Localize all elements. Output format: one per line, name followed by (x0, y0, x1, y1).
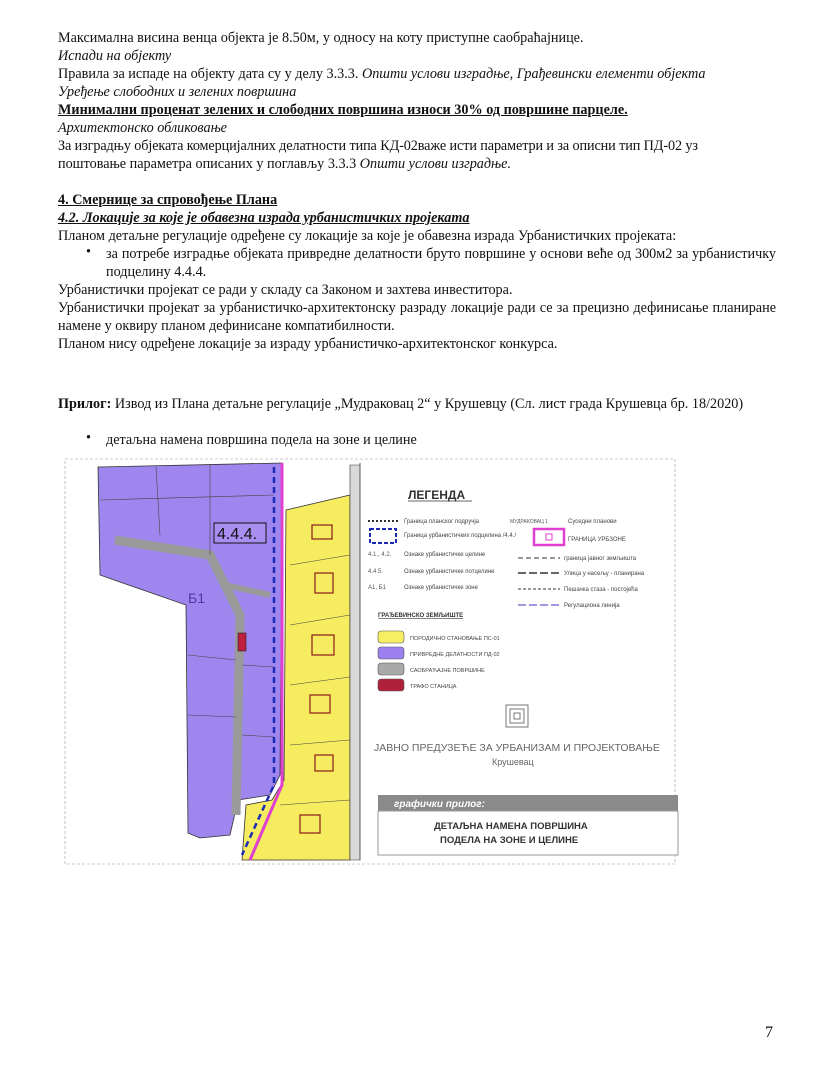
legend-landuse-item: ПОРОДИЧНО СТАНОВАЊЕ ПС-01 (410, 636, 500, 642)
legend-landuse-item: САОБРАЋАЈНЕ ПОВРШИНЕ (410, 668, 485, 674)
graphic-title-line-2: ПОДЕЛА НА ЗОНЕ И ЦЕЛИНЕ (440, 835, 579, 846)
swatch-ps01 (378, 631, 404, 643)
legend-item: граница јавног земљишта (564, 556, 637, 562)
paragraph-no-competition: Планом нису одређене локације за израду урбанистичко-архитектонског конкурса. (58, 336, 558, 352)
subzone-label: 4.4.4. (217, 526, 258, 543)
legend-item: Улица у насељу - планирана (564, 571, 645, 577)
text-line-commercial: За изградњу објеката комерцијалних делатности типа КД-02важе исти параметри и за описни тип ПД-02 уз (58, 138, 698, 154)
legend-item: Ознаке урбанистичке целине (404, 552, 486, 558)
swatch-traffic (378, 663, 404, 675)
subheading-architecture: Архитектонско обликовање (58, 120, 227, 136)
section-heading-4-2: 4.2. Локације за које је обавезна израда урбанистичких пројеката (58, 210, 470, 226)
trafo-station-mark (238, 633, 246, 651)
legend-code: 4.4.5. (368, 569, 384, 575)
swatch-trafo (378, 679, 404, 691)
legend-item: Граница урбанистичких подцелина /4.4./ (404, 533, 517, 539)
bullet-icon: • (86, 244, 91, 260)
legend-code: МУДРАКОВАЦ 1 (510, 519, 548, 525)
subheading-projections: Испади на објекту (58, 48, 172, 64)
legend-landuse-item: ТРАФО СТАНИЦА (410, 684, 457, 690)
bullet-icon: • (86, 430, 91, 446)
section-heading-4: 4. Смернице за спровођење Плана (58, 192, 278, 208)
legend-item: ГРАНИЦА УРБЗОНЕ (568, 537, 626, 543)
legend-title: ЛЕГЕНДА (408, 488, 466, 502)
legend-item: Граница планског подручја (404, 519, 479, 525)
plan-map-excerpt (60, 455, 690, 870)
company-name: ЈАВНО ПРЕДУЗЕЋЕ ЗА УРБАНИЗАМ И ПРОЈЕКТОВАЊЕ (374, 742, 660, 754)
legend-item: Пешачка стаза - постојећа (564, 587, 638, 593)
text-line-parameters: поштовање параметра описаних у поглављу 3.3.3 Општи услови изградње. (58, 156, 512, 172)
paragraph-urban-architectural: Урбанистички пројекат за урбанистичко-архитектонску разраду локације ради се за прецизно дефинисање планиране намене у оквиру планом дефинисане компатибилности. (58, 300, 776, 334)
paragraph-urban-project-law: Урбанистички пројекат се ради у складу са Законом и захтева инвеститора. (58, 282, 513, 298)
legend-item: Суседни планови (568, 519, 617, 525)
graphic-title-box (378, 811, 678, 855)
text-line-green-minimum: Минимални проценат зелених и слободних површина износи 30% од површине парцеле. (58, 102, 628, 118)
swatch-pd02 (378, 647, 404, 659)
graphic-label: графички прилог: (394, 799, 485, 810)
zone-label: Б1 (188, 590, 205, 606)
attachment-caption: Прилог: Извод из Плана детаљне регулације „Мудраковац 2“ у Крушевцу (Сл. лист града Крушевца бр. 18/2020) (58, 396, 744, 412)
page-number: 7 (765, 1024, 773, 1041)
legend-code: 4.1., 4.2. (368, 552, 392, 558)
bullet-item-zones: детаљна намена површина подела на зоне и целине (106, 432, 417, 448)
legend-code: А1, Б1 (368, 585, 386, 591)
street-strip (350, 465, 360, 860)
legend-item: Ознаке урбанистичке потцелине (404, 569, 495, 575)
legend-item: Регулациона линија (564, 603, 620, 609)
subheading-green-areas: Уређење слободних и зелених површина (58, 84, 297, 100)
legend-landuse-item: ПРИВРЕДНЕ ДЕЛАТНОСТИ ПД-02 (410, 652, 500, 658)
bullet-item-300m2: за потребе изградње објеката привредне делатности бруто површине у основи веће од 300м2 за урбанистичку подцелину 4.4.4. (106, 246, 776, 280)
text-line-height: Максимална висина венца објекта је 8.50м, у односу на коту приступне саобраћајнице. (58, 30, 584, 46)
legend-section-title: ГРАЂЕВИНСКО ЗЕМЉИШТЕ (378, 613, 464, 619)
paragraph-locations: Планом детаљне регулације одређене су локације за које је обавезна израда Урбанистичких пројеката: (58, 228, 677, 244)
text-line-projections: Правила за испаде на објекту дата су у делу 3.3.3. Општи услови изградње, Грађевински елементи објекта (58, 66, 706, 82)
company-city: Крушевац (492, 757, 534, 767)
graphic-title-line-1: ДЕТАЉНА НАМЕНА ПОВРШИНА (434, 821, 588, 832)
legend-item: Ознаке урбанистичке зоне (404, 585, 478, 591)
